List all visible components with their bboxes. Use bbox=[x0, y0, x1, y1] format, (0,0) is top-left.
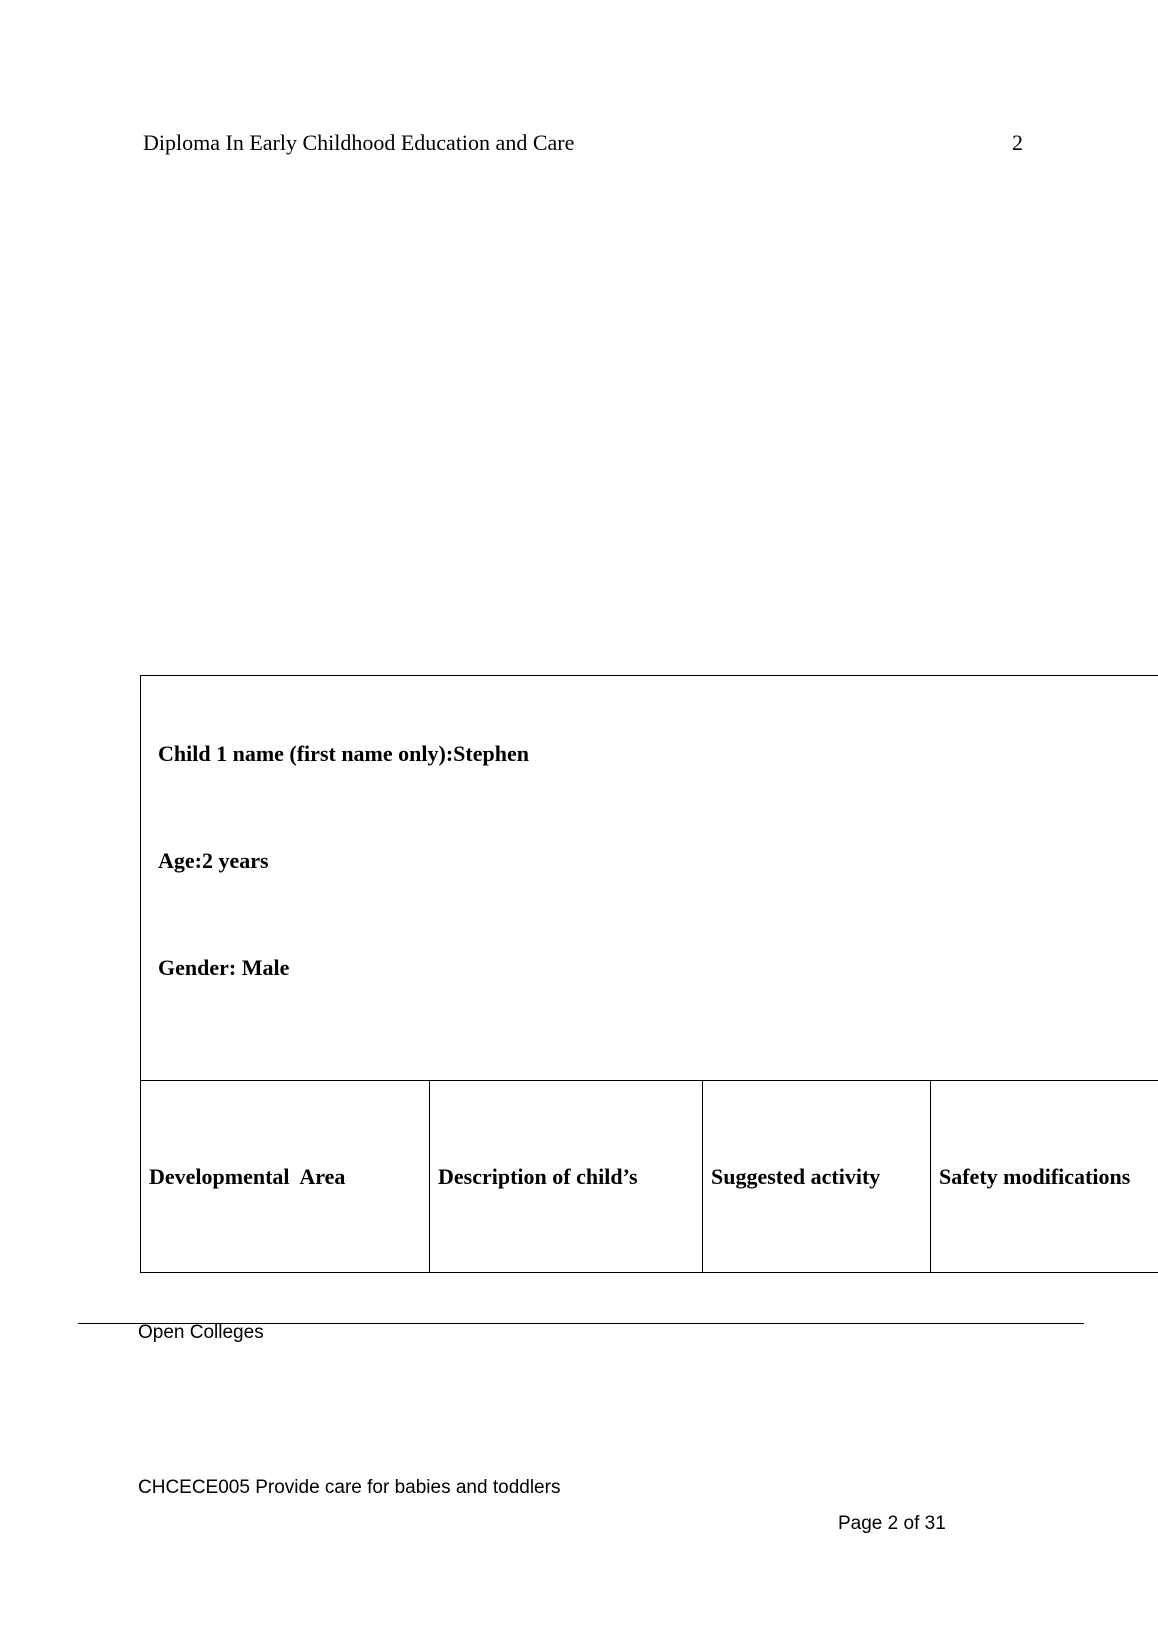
child-info-cell bbox=[141, 676, 1158, 1081]
column-header-row bbox=[141, 1081, 1158, 1273]
child-name-line: Child 1 name (first name only):Stephen bbox=[158, 741, 529, 766]
column-header-suggested-activity: Suggested activity bbox=[703, 1081, 931, 1273]
footer-unit-title: CHCECE005 Provide care for babies and toddlers bbox=[138, 1477, 561, 1498]
column-header-safety-modifications: Safety modifications bbox=[931, 1081, 1158, 1273]
child-gender-line: Gender: Male bbox=[158, 955, 290, 980]
column-header-developmental-area: Developmental Area bbox=[141, 1081, 430, 1273]
child-profile-table bbox=[140, 675, 1158, 1273]
column-header-description: Description of child’s bbox=[430, 1081, 703, 1273]
child-age-line: Age:2 years bbox=[158, 848, 269, 873]
footer-page-label: Page 2 of 31 bbox=[838, 1513, 946, 1534]
document-header-title: Diploma In Early Childhood Education and Care bbox=[143, 130, 575, 155]
child-info-row bbox=[141, 676, 1158, 1081]
footer-organization: Open Colleges bbox=[138, 1322, 264, 1343]
header-page-number: 2 bbox=[1012, 130, 1023, 155]
